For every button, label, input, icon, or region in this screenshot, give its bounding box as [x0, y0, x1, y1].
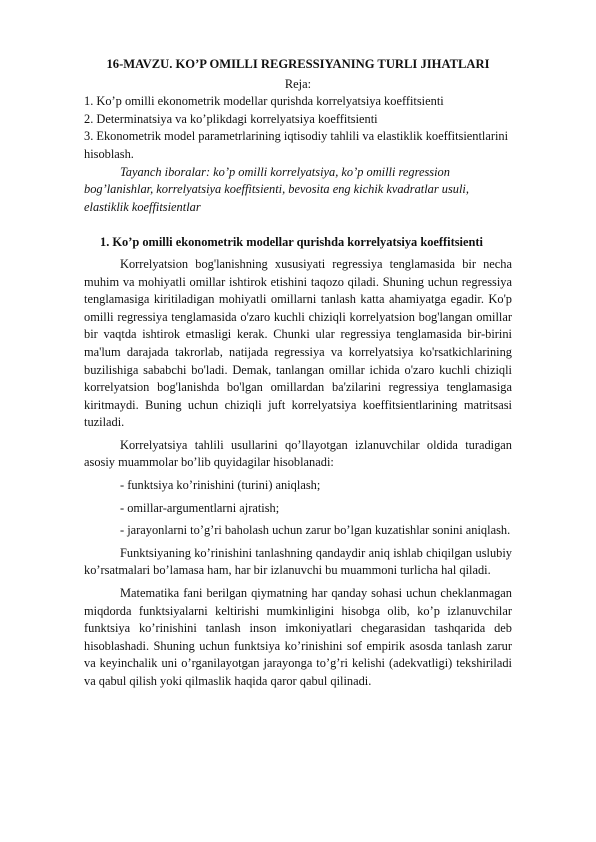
paragraph: Funktsiyaning ko’rinishini tanlashning qandaydir aniq ishlab chiqilgan uslubiy ko’rsatmalari bo’lamasa ham, har bir izlanuvchi bu muammoni turlicha hal qiladi.	[84, 545, 512, 578]
list-item: - omillar-argumentlarni ajratish;	[120, 500, 280, 515]
plan-list	[84, 93, 512, 163]
paragraph: Korrelyatsion bog'lanishning xususiyati regressiya tenglamasida bir necha muhim va mohiyatli omillar ishtirok etishini taqozo qiladi. Shuning uchun regressiya tenglamasiga kiritiladigan mohiyatli omillarni tanlash katta ahamiyatga egadir. Ko'p omilli regressiya tenglamasida o'zaro kuchli chiziqli korrelyatsion bog'langan omillar bir vaqtda ishtirok etmasligi kerak. Chunki ular regressiya tenglamasida bir-birini ma'lum darajada takrorlab, natijada regressiya va korrelyatsiya ko'rsatkichlarining buzilishiga sababchi bo'ladi. Demak, tanlangan omillar ichida o'zaro kuchli chiziqli korrelyatsion bog'lanishda bo'lgan omillardan ba'zilarini regressiya tenglamasiga kiritmaydi. Buning uchun chiziqli juft korrelyatsiya koeffitsientlarining matritsasi tuziladi.	[84, 256, 512, 430]
keywords: Tayanch iboralar: ko’p omilli korrelyatsiya, ko’p omilli regression bog’lanishlar, korrelyatsiya koeffitsienti, bevosita eng kichik kvadratlar usuli, elastiklik koeffitsientlar	[84, 164, 469, 214]
plan-item: 2. Determinatsiya va ko’plikdagi korrelyatsiya koeffitsienti	[84, 111, 378, 126]
plan-item: 3. Ekonometrik model parametrlarining iqtisodiy tahlili va elastiklik koeffitsientlarini hisoblash.	[84, 129, 509, 161]
paragraph: Korrelyatsiya tahlili usullarini qo’llayotgan izlanuvchilar oldida turadigan asosiy muammolar bo’lib quyidagilar hisoblanadi:	[84, 437, 512, 470]
plan-label: Reja:	[284, 76, 312, 91]
plan-item: 1. Ko’p omilli ekonometrik modellar qurishda korrelyatsiya koeffitsienti	[84, 94, 444, 109]
document-page	[84, 56, 512, 696]
section-heading: 1. Ko’p omilli ekonometrik modellar qurishda korrelyatsiya koeffitsienti	[100, 235, 483, 250]
list-item: - funktsiya ko’rinishini (turini) aniqlash;	[120, 478, 321, 493]
document-title: 16-MAVZU. KO’P OMILLI REGRESSIYANING TURLI JIHATLARI	[106, 57, 490, 71]
list-item: - jarayonlarni to’g’ri baholash uchun zarur bo’lgan kuzatishlar sonini aniqlash.	[120, 523, 511, 538]
paragraph: Matematika fani berilgan qiymatning har qanday sohasi uchun cheklanmagan miqdorda funktsiyalarni keltirishi mumkinligini hisobga olib, ko’p izlanuvchilar funktsiya ko’rinishini tanlash inson imkoniyatlari chegarasidan tashqarida deb hisoblashadi. Shuning uchun funktsiya ko’rinishini sof empirik asosda tanlash zarur va keyinchalik uni o’rganilayotgan jarayonga to’g’ri kelishi (adekvatligi) tekshiriladi va qabul qilish yoki qilmaslik haqida qaror qabul qilinadi.	[84, 586, 512, 688]
